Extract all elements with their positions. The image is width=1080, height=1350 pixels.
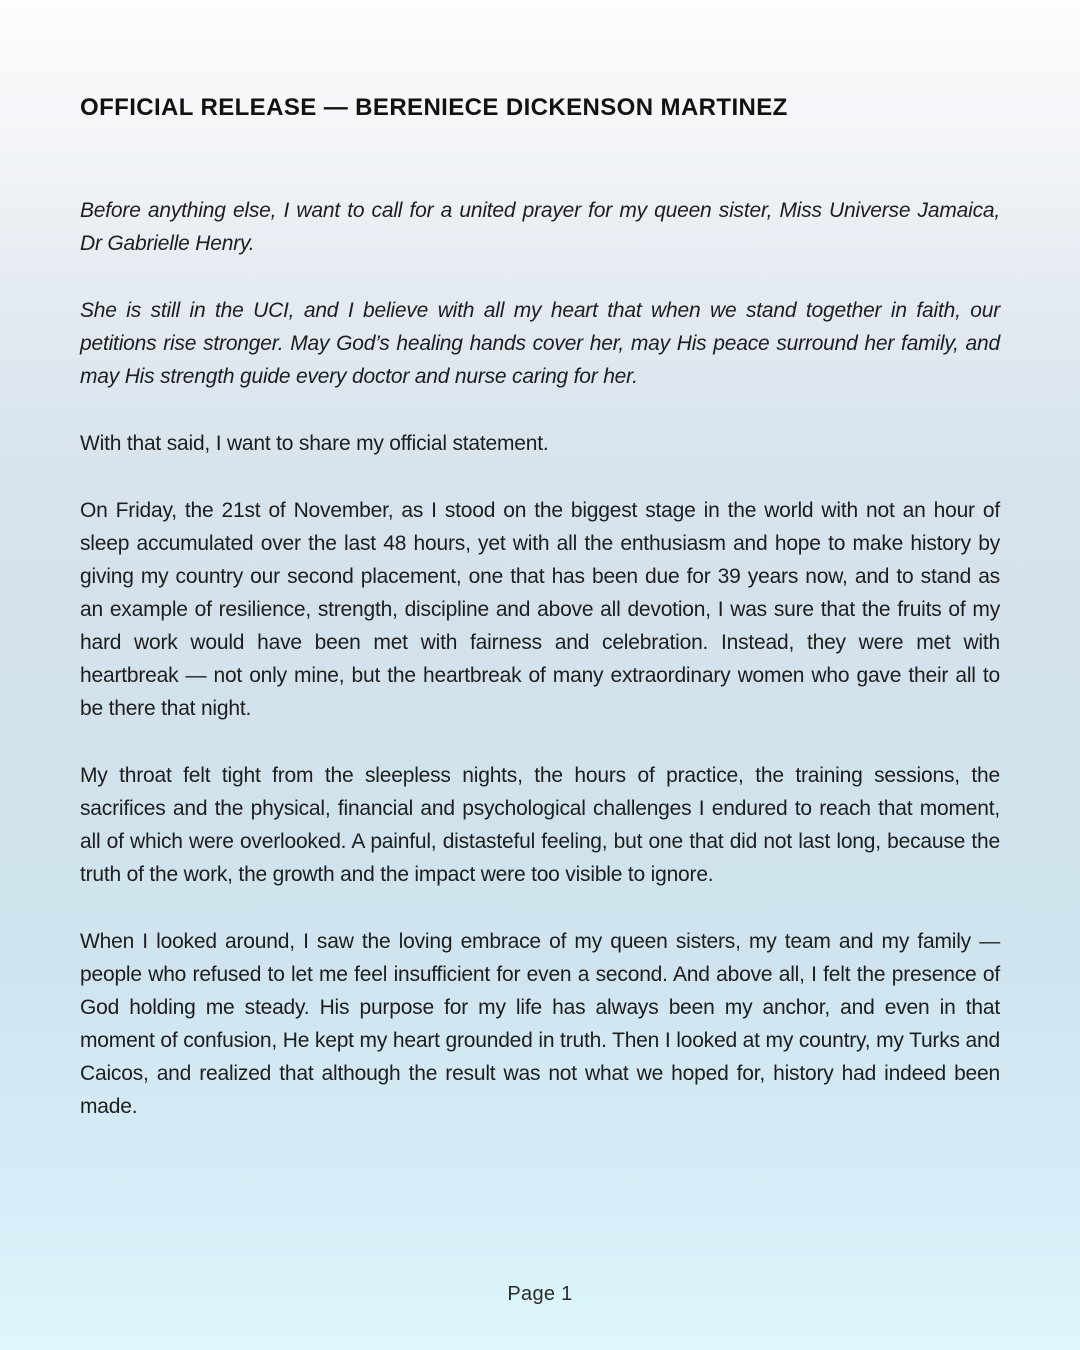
page-number: Page 1 <box>507 1283 573 1305</box>
statement-intro-paragraph: With that said, I want to share my official statement. <box>80 432 549 455</box>
page-content <box>80 0 1000 1123</box>
statement-paragraph-1: On Friday, the 21st of November, as I stood on the biggest stage in the world with not an hour of sleep accumulated over the last 48 hours, yet with all the enthusiasm and hope to make history by giving my country our second placement, one that has been due for 39 years now, and to stand as an example of resilience, strength, discipline and above all devotion, I was sure that the fruits of my hard work would have been met with fairness and celebration. Instead, they were met with heartbreak — not only mine, but the heartbreak of many extraordinary women who gave their all to be there that night. <box>80 499 1000 720</box>
page-title: OFFICIAL RELEASE — BERENIECE DICKENSON MARTINEZ <box>80 94 788 121</box>
prayer-paragraph-2: She is still in the UCI, and I believe with all my heart that when we stand together in faith, our petitions rise stronger. May God’s healing hands cover her, may His peace surround her family, and may His strength guide every doctor and nurse caring for her. <box>80 299 1000 388</box>
statement-paragraph-3: When I looked around, I saw the loving embrace of my queen sisters, my team and my family — people who refused to let me feel insufficient for even a second. And above all, I felt the presence of God holding me steady. His purpose for my life has always been my anchor, and even in that moment of confusion, He kept my heart grounded in truth. Then I looked at my country, my Turks and Caicos, and realized that although the result was not what we hoped for, history had indeed been made. <box>80 930 1000 1118</box>
prayer-paragraph-1: Before anything else, I want to call for a united prayer for my queen sister, Miss Universe Jamaica, Dr Gabrielle Henry. <box>80 199 1000 255</box>
statement-body <box>80 194 1000 1123</box>
statement-paragraph-2: My throat felt tight from the sleepless nights, the hours of practice, the training sessions, the sacrifices and the physical, financial and psychological challenges I endured to reach that moment, all of which were overlooked. A painful, distasteful feeling, but one that did not last long, because the truth of the work, the growth and the impact were too visible to ignore. <box>80 764 1000 886</box>
